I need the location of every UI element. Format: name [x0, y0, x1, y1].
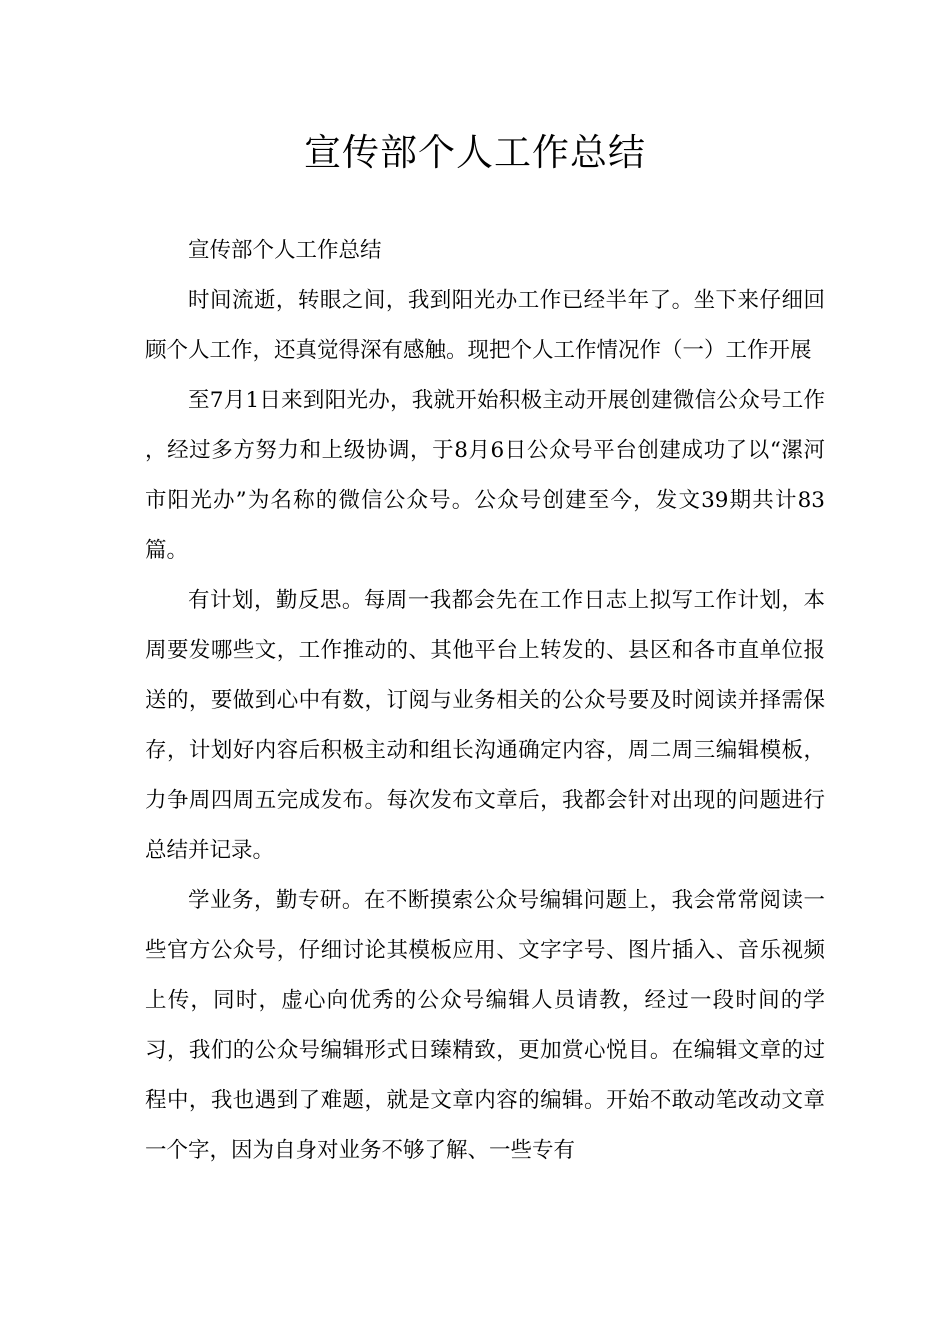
paragraph-study: 学业务，勤专研。在不断摸索公众号编辑问题上，我会常常阅读一些官方公众号，仔细讨论其模板应用、文字字号、图片插入、音乐视频上传，同时，虚心向优秀的公众号编辑人员请教，经过一段时间的学习，我们的公众号编辑形式日臻精致，更加赏心悦目。在编辑文章的过程中，我也遇到了难题，就是文章内容的编辑。开始不敢动笔改动文章一个字，因为自身对业务不够了解、一些专有 — [145, 888, 825, 1163]
paragraph-planning: 有计划，勤反思。每周一我都会先在工作日志上拟写工作计划，本周要发哪些文，工作推动的、其他平台上转发的、县区和各市直单位报送的，要做到心中有数，订阅与业务相关的公众号要及时阅读并择需保存，计划好内容后积极主动和组长沟通确定内容，周二周三编辑模板，力争周四周五完成发布。每次发布文章后，我都会针对出现的问题进行总结并记录。 — [145, 588, 825, 863]
document-body — [145, 226, 825, 1176]
document-title: 宣传部个人工作总结 — [304, 131, 646, 174]
paragraph-wechat-account: 至7月1日来到阳光办，我就开始积极主动开展创建微信公众号工作 ，经过多方努力和上级协调，于8月6日公众号平台创建成功了以“漯河市阳光办”为名称的微信公众号。公众号创建至今，发文39期共计83篇。 — [145, 388, 825, 563]
paragraph-intro: 时间流逝，转眼之间，我到阳光办工作已经半年了。坐下来仔细回顾个人工作，还真觉得深有感触。现把个人工作情况作（一）工作开展 — [145, 288, 825, 363]
paragraph-heading: 宣传部个人工作总结 — [188, 238, 382, 263]
